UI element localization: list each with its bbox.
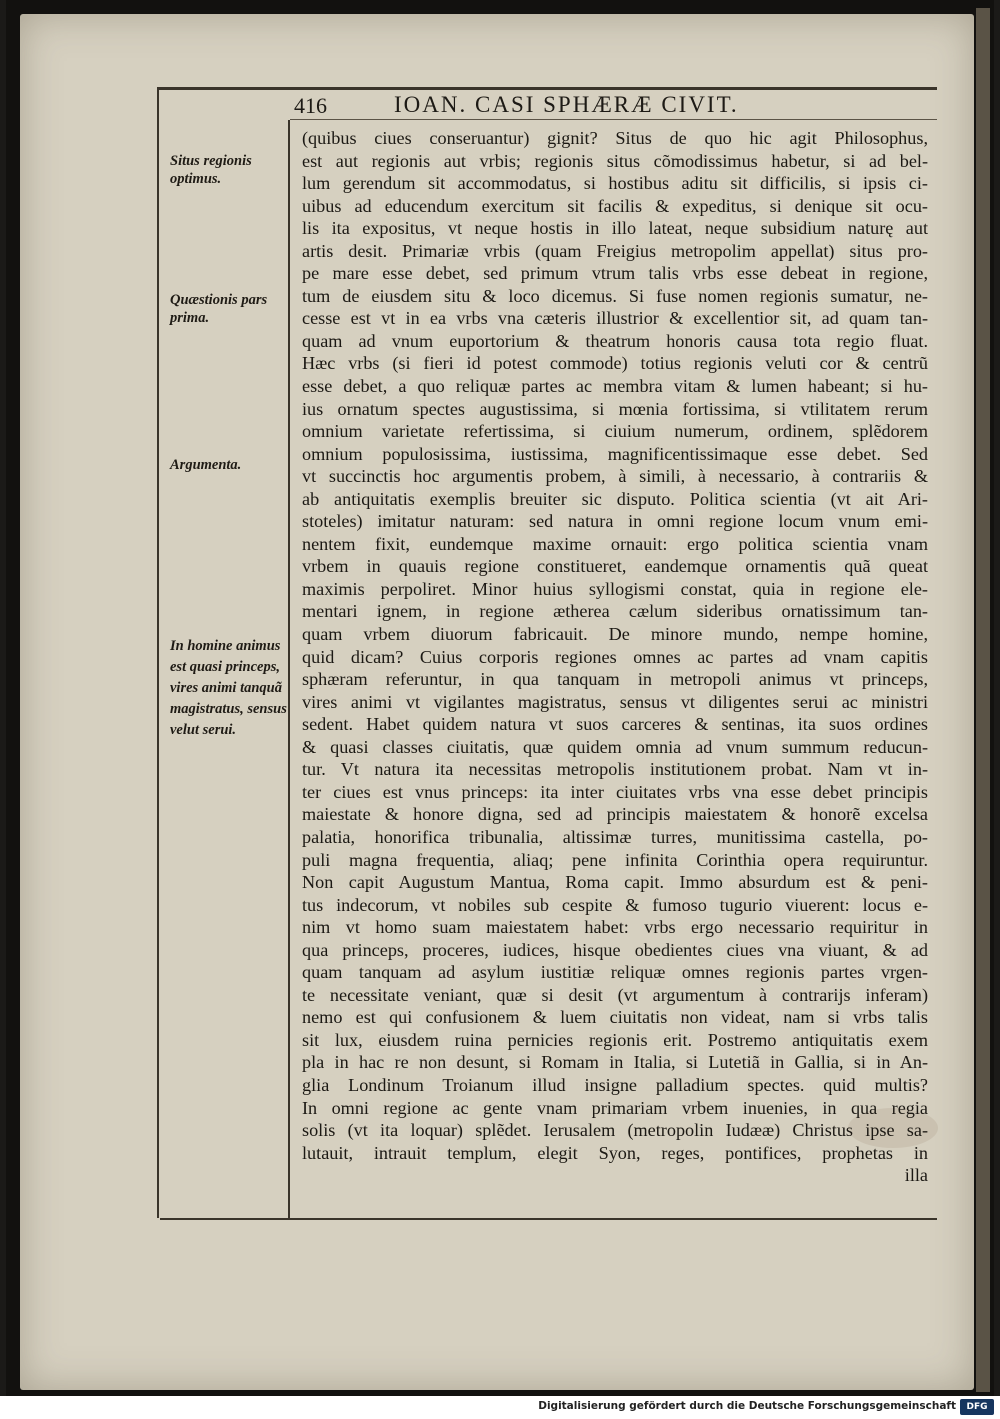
text-line: maximis perpoliret. Minor huius syllogismi constat, quia in regione ele- xyxy=(302,578,928,599)
text-line: esse debet, a quo reliquæ partes ac membra vitam & lumen habeant; si hu- xyxy=(302,376,928,397)
text-line: lum gerendum sit accommodatus, si hostibus aditu sit difficilis, si ipsis ci- xyxy=(302,173,928,194)
text-line: maiestate & honore digna, sed ad principis maiestatem & honorẽ excelsa xyxy=(302,804,928,825)
text-line: omnium populosissima, iustissima, magnificentissimaque esse debet. Sed xyxy=(302,443,928,464)
margin-note: Quæstionis pars prima. xyxy=(170,292,268,326)
text-line: quid dicam? Cuius corporis regiones omnes ac partes ad vnam capitis xyxy=(302,646,928,667)
page-header xyxy=(294,90,934,120)
body-text xyxy=(302,127,928,1187)
text-line: ius ornatum spectes augustissima, si mœnia fortissima, si vtilitatem rerum xyxy=(302,398,928,419)
text-line: vires animi vt vigilantes magistratus, sensus vt diligentes serui ac ministri xyxy=(302,691,928,712)
text-line: nim vt homo suam maiestatem habet: vrbs ergo necessario requiritur in xyxy=(302,917,928,938)
text-line: tur. Vt natura ita necessitas metropolis institutionem probat. Nam vt in- xyxy=(302,759,928,780)
text-line: vt succinctis hoc argumentis probem, à simili, à necessario, à contrariis & xyxy=(302,466,928,487)
text-line: ter ciues est vnus princeps: ita inter ciuitates vrbs vna esse debet principis xyxy=(302,781,928,802)
dfg-logo: DFG xyxy=(960,1399,994,1415)
text-line: quam ad vnum euportorium & theatrum honoris causa tota regio fluat. xyxy=(302,330,928,351)
running-head: IOAN. CASI SPHÆRÆ CIVIT. xyxy=(394,92,739,117)
text-line: solis (vt ita loquar) splẽdet. Ierusalem (metropolin Iudææ) Christus ipse sa- xyxy=(302,1120,928,1141)
text-line: sphæram referuntur, in qua tanquam in metropoli animus vt princeps, xyxy=(302,669,928,690)
text-line: pla in hac re non desunt, si Romam in Italia, si Lutetiã in Gallia, si in An- xyxy=(302,1052,928,1073)
text-line: artis desit. Primariæ vrbis (quam Freigius metropolim appellat) situs pro- xyxy=(302,240,928,261)
text-line: & quasi classes ciuitatis, quæ quidem omnia ad vnum summum reducun- xyxy=(302,736,928,757)
column-divider-rule xyxy=(288,120,290,1218)
text-line: quam vrbem diuorum fabricauit. De minore mundo, nempe homine, xyxy=(302,624,928,645)
text-line: In omni regione ac gente vnam primariam vrbem inuenies, in qua regia xyxy=(302,1097,928,1118)
text-line: vrbem in quauis regione constitueret, eandemque ornamentis quã queat xyxy=(302,556,928,577)
footer-bar xyxy=(0,1396,1000,1419)
margin-note: Situs regionis optimus. xyxy=(170,153,252,187)
book-edge xyxy=(976,8,990,1392)
footer-credit: Digitalisierung gefördert durch die Deutsche Forschungsgemeinschaft xyxy=(538,1400,956,1412)
text-line: nemo est qui confusionem & luem ciuitatis non videat, nam si vrbs talis xyxy=(302,1007,928,1028)
margin-note: Argumenta. xyxy=(170,457,242,473)
text-line: quam tanquam ad asylum iustitiæ reliquæ omnes regionis partes vrgen- xyxy=(302,962,928,983)
text-line: uibus ad educendum exercitum sit facilis & expeditus, si denique sit ocu- xyxy=(302,195,928,216)
text-line: (quibus ciues conseruantur) gignit? Situs de quo hic agit Philosophus, xyxy=(302,128,928,148)
text-line: glia Londinum Troianum illud insigne palladium spectes. quid multis? xyxy=(302,1074,928,1095)
text-line: stoteles) imitatur naturam: sed natura in omni regione locum vnum emi- xyxy=(302,511,928,532)
text-line: sedent. Habet quidem natura vt suos carceres & sentinas, ita suos ordines xyxy=(302,714,928,735)
text-line: puli magna frequentia, aliaq; pene infinita Corinthia opera requiruntur. xyxy=(302,849,928,870)
text-line: cesse est vt in ea vrbs vna cæteris illustrior & excellentior sit, ad quam tan- xyxy=(302,308,928,329)
text-line: omnium varietate refertissima, si ciuium numerum, ordinem, splẽdorem xyxy=(302,421,928,442)
text-line: pe mare esse debet, sed primum vtrum talis vrbs esse debeat in regione, xyxy=(302,263,928,284)
text-line: mentari ignem, in regione ætherea cælum sideribus ornatissimum tan- xyxy=(302,601,928,622)
text-line: te necessitate veniant, quæ si desit (vt argumentum à contrarijs inferam) xyxy=(302,984,928,1005)
text-line: lutauit, intrauit templum, elegit Syon, reges, pontifices, prophetas in xyxy=(302,1142,928,1163)
text-line: est aut regionis aut vrbis; regionis situs cõmodissimus habetur, si ad bel- xyxy=(302,150,928,171)
text-line: sit lux, eiusdem ruina pernicies regionis erit. Postremo antiquitatis exem xyxy=(302,1029,928,1050)
text-line: tum de eiusdem situ & loco dicemus. Si fuse nomen regionis sumatur, ne- xyxy=(302,285,928,306)
text-line: tus indecorum, vt nobiles sub cespite & fumoso tugurio viuerent: locus e- xyxy=(302,894,928,915)
left-margin-rule xyxy=(157,90,159,1218)
text-line: Non capit Augustum Mantua, Roma capit. Immo absurdum est & peni- xyxy=(302,872,928,893)
bottom-rule xyxy=(160,1218,937,1220)
text-line: palatia, honorifica tribunalia, altissimæ turres, munitissima castella, po- xyxy=(302,826,928,847)
page-number: 416 xyxy=(294,93,327,118)
margin-note: In homine animus est quasi princeps, vires animi tanquã magistratus, sensus velut serui. xyxy=(170,638,287,738)
text-line: qua princeps, proceres, iudices, hisque obedientes ciues vna viuant, & ad xyxy=(302,939,928,960)
text-line: nentem fixit, eundemque maxime ornauit: ergo politica scientia vnam xyxy=(302,533,928,554)
text-line: lis ita expositus, vt neque hostis in illo lateat, neque subsidium naturę aut xyxy=(302,218,928,239)
text-line: ab antiquitatis exemplis breuiter sic disputo. Politica scientia (vt ait Ari- xyxy=(302,488,928,509)
text-line: illa xyxy=(904,1165,928,1186)
text-line: Hæc vrbs (si fieri id potest commode) totius regionis veluti cor & centrũ xyxy=(302,353,928,374)
